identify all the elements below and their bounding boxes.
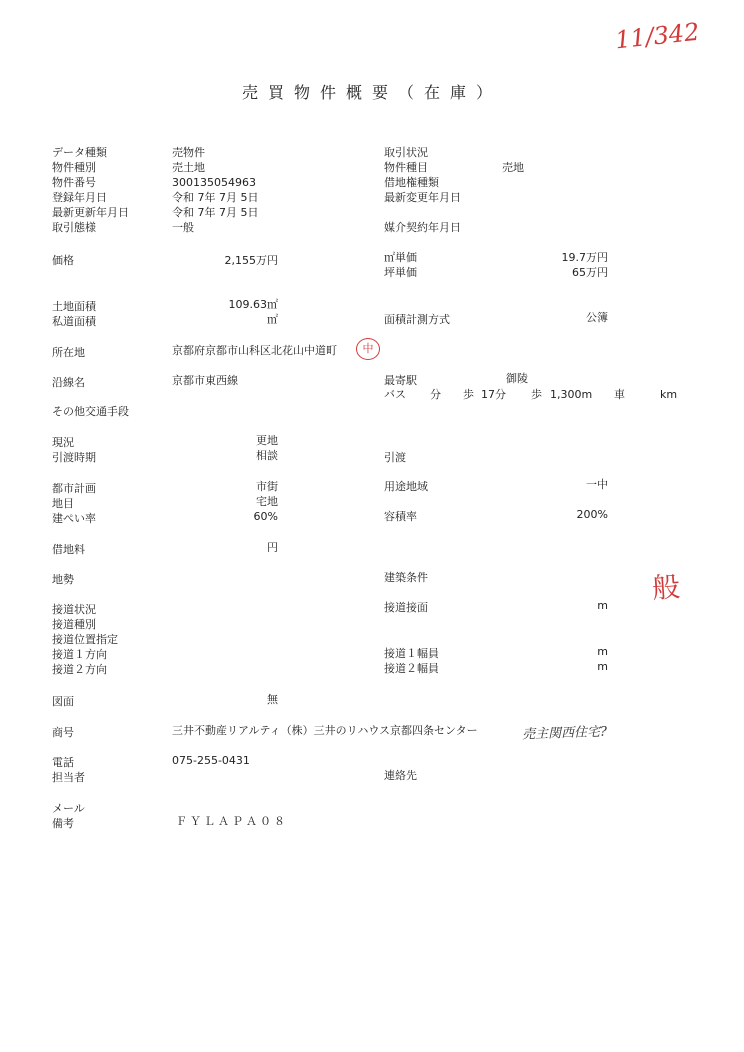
registered-date-value: 令和 7年 7月 5日	[172, 191, 259, 204]
land-category-label: 地目	[52, 497, 74, 510]
coverage-ratio-label: 建ぺい率	[52, 512, 96, 525]
brokerage-date-label: 媒介契約年月日	[384, 221, 461, 234]
remarks-value: ＦＹＬＡＰＡ０８	[176, 815, 288, 828]
road-status-label: 接道状況	[52, 603, 96, 616]
road-direction-1-label: 接道１方向	[52, 648, 107, 661]
walk-label-1: 歩	[463, 388, 474, 401]
handwritten-kanji: 般	[650, 570, 682, 605]
km-label: km	[660, 388, 678, 401]
use-district-label: 用途地域	[384, 480, 428, 493]
price-value: 2,155万円	[224, 254, 278, 267]
drawing-label: 図面	[52, 695, 74, 708]
land-rent-label: 借地料	[52, 543, 85, 556]
page-title: 売買物件概要（在庫）	[241, 83, 502, 102]
property-number-label: 物件番号	[52, 176, 96, 189]
line-name-value: 京都市東西線	[172, 374, 238, 387]
city-planning-label: 都市計画	[52, 482, 96, 495]
tsubo-unit-price-value: 65万円	[572, 266, 608, 279]
terrain-label: 地勢	[52, 573, 74, 586]
property-number-value: 300135054963	[172, 176, 256, 189]
building-conditions-label: 建築条件	[384, 571, 428, 584]
location-label: 所在地	[52, 346, 85, 359]
nearest-station-value: 御陵	[506, 372, 528, 385]
tsubo-unit-price-label: 坪単価	[384, 266, 417, 279]
distance-value: 1,300m	[550, 388, 593, 401]
land-category-value: 宅地	[256, 495, 278, 508]
updated-date-label: 最新更新年月日	[52, 206, 129, 219]
handover-time-label: 引渡時期	[52, 451, 96, 464]
data-type-value: 売物件	[172, 146, 205, 159]
sqm-unit-price-value: 19.7万円	[561, 251, 608, 264]
other-transport-label: その他交通手段	[52, 405, 129, 418]
private-road-area-value: ㎡	[267, 313, 278, 326]
sqm-unit-price-label: ㎡単価	[384, 251, 417, 264]
contact-label: 連絡先	[384, 769, 417, 782]
car-label: 車	[614, 388, 625, 401]
road-width-2-label: 接道２幅員	[384, 662, 439, 675]
trade-name-value: 三井不動産リアルティ（株）三井のリハウス京都四条センター	[172, 724, 478, 737]
road-direction-2-label: 接道２方向	[52, 663, 107, 676]
property-item-label: 物件種目	[384, 161, 428, 174]
city-planning-value: 市街	[256, 480, 278, 493]
road-position-label: 接道位置指定	[52, 633, 118, 646]
land-area-label: 土地面積	[52, 300, 96, 313]
phone-label: 電話	[52, 756, 74, 769]
updated-date-value: 令和 7年 7月 5日	[172, 206, 259, 219]
land-area-value: 109.63㎡	[228, 298, 278, 311]
use-district-value: 一中	[586, 478, 608, 491]
coverage-ratio-value: 60%	[253, 510, 278, 523]
property-item-value: 売地	[502, 161, 524, 174]
stamp-circle: 中	[356, 338, 380, 360]
handover-label: 引渡	[384, 451, 406, 464]
transaction-mode-label: 取引態様	[52, 221, 96, 234]
bus-min-label: 分	[430, 388, 441, 401]
road-width-2-value: m	[597, 660, 608, 673]
leasehold-type-label: 借地権種類	[384, 176, 439, 189]
floor-area-ratio-label: 容積率	[384, 510, 417, 523]
handwritten-number: 11/342	[613, 17, 701, 55]
registered-date-label: 登録年月日	[52, 191, 107, 204]
walk-minutes-value: 17分	[481, 388, 506, 401]
price-label: 価格	[52, 254, 74, 267]
road-width-1-value: m	[597, 645, 608, 658]
area-measurement-value: 公簿	[586, 311, 608, 324]
person-in-charge-label: 担当者	[52, 771, 85, 784]
drawing-value: 無	[267, 693, 278, 706]
latest-change-date-label: 最新変更年月日	[384, 191, 461, 204]
nearest-station-label: 最寄駅	[384, 374, 417, 387]
land-rent-value: 円	[267, 541, 278, 554]
email-label: メール	[52, 802, 85, 815]
bus-label: バス	[384, 388, 406, 401]
remarks-label: 備考	[52, 817, 74, 830]
road-frontage-value: m	[597, 599, 608, 612]
property-category-label: 物件種別	[52, 161, 96, 174]
walk-label-2: 歩	[531, 388, 542, 401]
trade-name-label: 商号	[52, 726, 74, 739]
line-name-label: 沿線名	[52, 376, 85, 389]
transaction-mode-value: 一般	[172, 221, 194, 234]
floor-area-ratio-value: 200%	[576, 508, 608, 521]
property-category-value: 売土地	[172, 161, 205, 174]
road-width-1-label: 接道１幅員	[384, 647, 439, 660]
current-state-value: 更地	[256, 434, 278, 447]
current-state-label: 現況	[52, 436, 74, 449]
location-value: 京都府京都市山科区北花山中道町	[172, 344, 337, 357]
road-type-label: 接道種別	[52, 618, 96, 631]
private-road-area-label: 私道面積	[52, 315, 96, 328]
transaction-status-label: 取引状況	[384, 146, 428, 159]
handover-time-value: 相談	[256, 449, 278, 462]
data-type-label: データ種類	[52, 146, 107, 159]
phone-value: 075-255-0431	[172, 754, 250, 767]
handwritten-note: 売主関西住宅?	[521, 724, 608, 743]
road-frontage-label: 接道接面	[384, 601, 428, 614]
area-measurement-label: 面積計測方式	[384, 313, 450, 326]
